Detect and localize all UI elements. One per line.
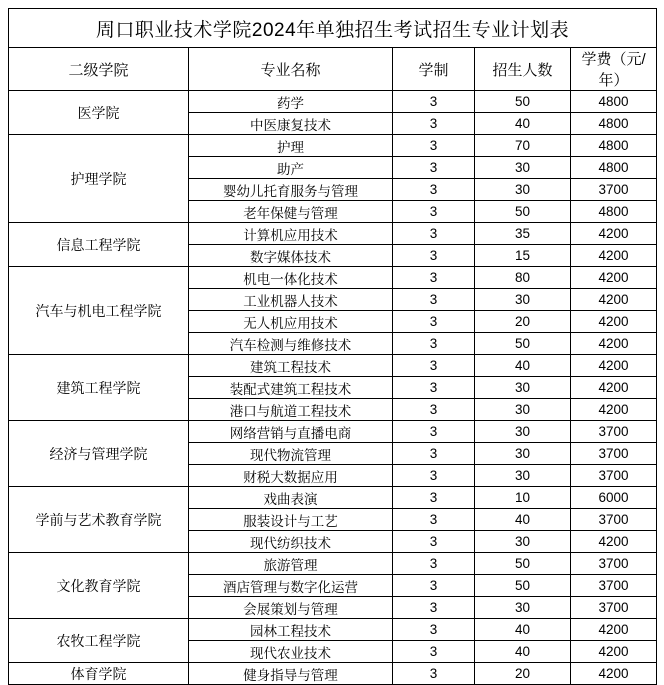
major-cell: 工业机器人技术 <box>189 289 393 311</box>
fee-cell: 3700 <box>571 443 657 465</box>
major-cell: 旅游管理 <box>189 553 393 575</box>
quota-cell: 20 <box>475 663 571 685</box>
years-cell: 3 <box>393 179 475 201</box>
quota-cell: 50 <box>475 553 571 575</box>
quota-cell: 30 <box>475 531 571 553</box>
column-header-years: 学制 <box>393 48 475 91</box>
table-row <box>9 663 657 685</box>
table-row <box>9 223 657 245</box>
major-cell: 无人机应用技术 <box>189 311 393 333</box>
header-row <box>9 48 657 91</box>
years-cell: 3 <box>393 487 475 509</box>
college-cell: 医学院 <box>9 91 189 135</box>
quota-cell: 50 <box>475 91 571 113</box>
fee-cell: 4800 <box>571 201 657 223</box>
fee-cell: 6000 <box>571 487 657 509</box>
quota-cell: 40 <box>475 641 571 663</box>
fee-cell: 4800 <box>571 91 657 113</box>
years-cell: 3 <box>393 575 475 597</box>
quota-cell: 80 <box>475 267 571 289</box>
college-cell: 体育学院 <box>9 663 189 685</box>
fee-cell: 4200 <box>571 663 657 685</box>
college-cell: 学前与艺术教育学院 <box>9 487 189 553</box>
table-row <box>9 355 657 377</box>
years-cell: 3 <box>393 355 475 377</box>
major-cell: 现代农业技术 <box>189 641 393 663</box>
quota-cell: 10 <box>475 487 571 509</box>
years-cell: 3 <box>393 465 475 487</box>
major-cell: 数字媒体技术 <box>189 245 393 267</box>
fee-cell: 4200 <box>571 245 657 267</box>
years-cell: 3 <box>393 377 475 399</box>
quota-cell: 50 <box>475 575 571 597</box>
fee-cell: 4200 <box>571 619 657 641</box>
college-cell: 护理学院 <box>9 135 189 223</box>
years-cell: 3 <box>393 267 475 289</box>
major-cell: 戏曲表演 <box>189 487 393 509</box>
years-cell: 3 <box>393 135 475 157</box>
major-cell: 现代物流管理 <box>189 443 393 465</box>
years-cell: 3 <box>393 333 475 355</box>
quota-cell: 40 <box>475 113 571 135</box>
title-row <box>9 9 657 48</box>
fee-cell: 4200 <box>571 399 657 421</box>
years-cell: 3 <box>393 509 475 531</box>
quota-cell: 30 <box>475 377 571 399</box>
college-cell: 信息工程学院 <box>9 223 189 267</box>
fee-cell: 4800 <box>571 157 657 179</box>
table-row <box>9 421 657 443</box>
college-cell: 经济与管理学院 <box>9 421 189 487</box>
fee-cell: 4800 <box>571 135 657 157</box>
fee-cell: 3700 <box>571 179 657 201</box>
quota-cell: 40 <box>475 509 571 531</box>
column-header-college: 二级学院 <box>9 48 189 91</box>
years-cell: 3 <box>393 245 475 267</box>
years-cell: 3 <box>393 663 475 685</box>
years-cell: 3 <box>393 619 475 641</box>
column-header-quota: 招生人数 <box>475 48 571 91</box>
fee-cell: 4200 <box>571 377 657 399</box>
fee-cell: 4200 <box>571 267 657 289</box>
years-cell: 3 <box>393 553 475 575</box>
years-cell: 3 <box>393 597 475 619</box>
major-cell: 建筑工程技术 <box>189 355 393 377</box>
major-cell: 助产 <box>189 157 393 179</box>
college-cell: 文化教育学院 <box>9 553 189 619</box>
years-cell: 3 <box>393 531 475 553</box>
quota-cell: 30 <box>475 597 571 619</box>
column-header-major: 专业名称 <box>189 48 393 91</box>
quota-cell: 30 <box>475 465 571 487</box>
quota-cell: 30 <box>475 179 571 201</box>
quota-cell: 30 <box>475 157 571 179</box>
fee-cell: 4200 <box>571 355 657 377</box>
years-cell: 3 <box>393 223 475 245</box>
fee-cell: 3700 <box>571 575 657 597</box>
major-cell: 护理 <box>189 135 393 157</box>
table-row <box>9 619 657 641</box>
major-cell: 酒店管理与数字化运营 <box>189 575 393 597</box>
fee-cell: 4800 <box>571 113 657 135</box>
years-cell: 3 <box>393 311 475 333</box>
table-row <box>9 91 657 113</box>
table-row <box>9 267 657 289</box>
years-cell: 3 <box>393 289 475 311</box>
fee-cell: 4200 <box>571 333 657 355</box>
fee-cell: 4200 <box>571 289 657 311</box>
major-cell: 老年保健与管理 <box>189 201 393 223</box>
table-body <box>9 9 657 685</box>
major-cell: 健身指导与管理 <box>189 663 393 685</box>
fee-cell: 4200 <box>571 531 657 553</box>
years-cell: 3 <box>393 91 475 113</box>
major-cell: 汽车检测与维修技术 <box>189 333 393 355</box>
quota-cell: 70 <box>475 135 571 157</box>
fee-cell: 4200 <box>571 311 657 333</box>
major-cell: 计算机应用技术 <box>189 223 393 245</box>
quota-cell: 50 <box>475 333 571 355</box>
page-title: 周口职业技术学院2024年单独招生考试招生专业计划表 <box>9 9 657 48</box>
years-cell: 3 <box>393 421 475 443</box>
major-cell: 装配式建筑工程技术 <box>189 377 393 399</box>
college-cell: 农牧工程学院 <box>9 619 189 663</box>
quota-cell: 15 <box>475 245 571 267</box>
quota-cell: 20 <box>475 311 571 333</box>
fee-cell: 4200 <box>571 641 657 663</box>
admission-plan-table <box>8 8 657 685</box>
college-cell: 汽车与机电工程学院 <box>9 267 189 355</box>
years-cell: 3 <box>393 113 475 135</box>
years-cell: 3 <box>393 157 475 179</box>
fee-cell: 3700 <box>571 421 657 443</box>
quota-cell: 50 <box>475 201 571 223</box>
college-cell: 建筑工程学院 <box>9 355 189 421</box>
fee-cell: 3700 <box>571 553 657 575</box>
major-cell: 中医康复技术 <box>189 113 393 135</box>
major-cell: 服装设计与工艺 <box>189 509 393 531</box>
table-row <box>9 553 657 575</box>
major-cell: 会展策划与管理 <box>189 597 393 619</box>
table-row <box>9 487 657 509</box>
major-cell: 药学 <box>189 91 393 113</box>
years-cell: 3 <box>393 201 475 223</box>
major-cell: 婴幼儿托育服务与管理 <box>189 179 393 201</box>
quota-cell: 40 <box>475 619 571 641</box>
major-cell: 财税大数据应用 <box>189 465 393 487</box>
major-cell: 现代纺织技术 <box>189 531 393 553</box>
table-row <box>9 135 657 157</box>
major-cell: 港口与航道工程技术 <box>189 399 393 421</box>
quota-cell: 30 <box>475 289 571 311</box>
years-cell: 3 <box>393 641 475 663</box>
major-cell: 机电一体化技术 <box>189 267 393 289</box>
fee-cell: 3700 <box>571 465 657 487</box>
column-header-fee: 学费（元/年） <box>571 48 657 91</box>
fee-cell: 3700 <box>571 597 657 619</box>
quota-cell: 30 <box>475 421 571 443</box>
quota-cell: 35 <box>475 223 571 245</box>
fee-cell: 4200 <box>571 223 657 245</box>
years-cell: 3 <box>393 399 475 421</box>
quota-cell: 40 <box>475 355 571 377</box>
quota-cell: 30 <box>475 399 571 421</box>
major-cell: 园林工程技术 <box>189 619 393 641</box>
fee-cell: 3700 <box>571 509 657 531</box>
years-cell: 3 <box>393 443 475 465</box>
quota-cell: 30 <box>475 443 571 465</box>
major-cell: 网络营销与直播电商 <box>189 421 393 443</box>
